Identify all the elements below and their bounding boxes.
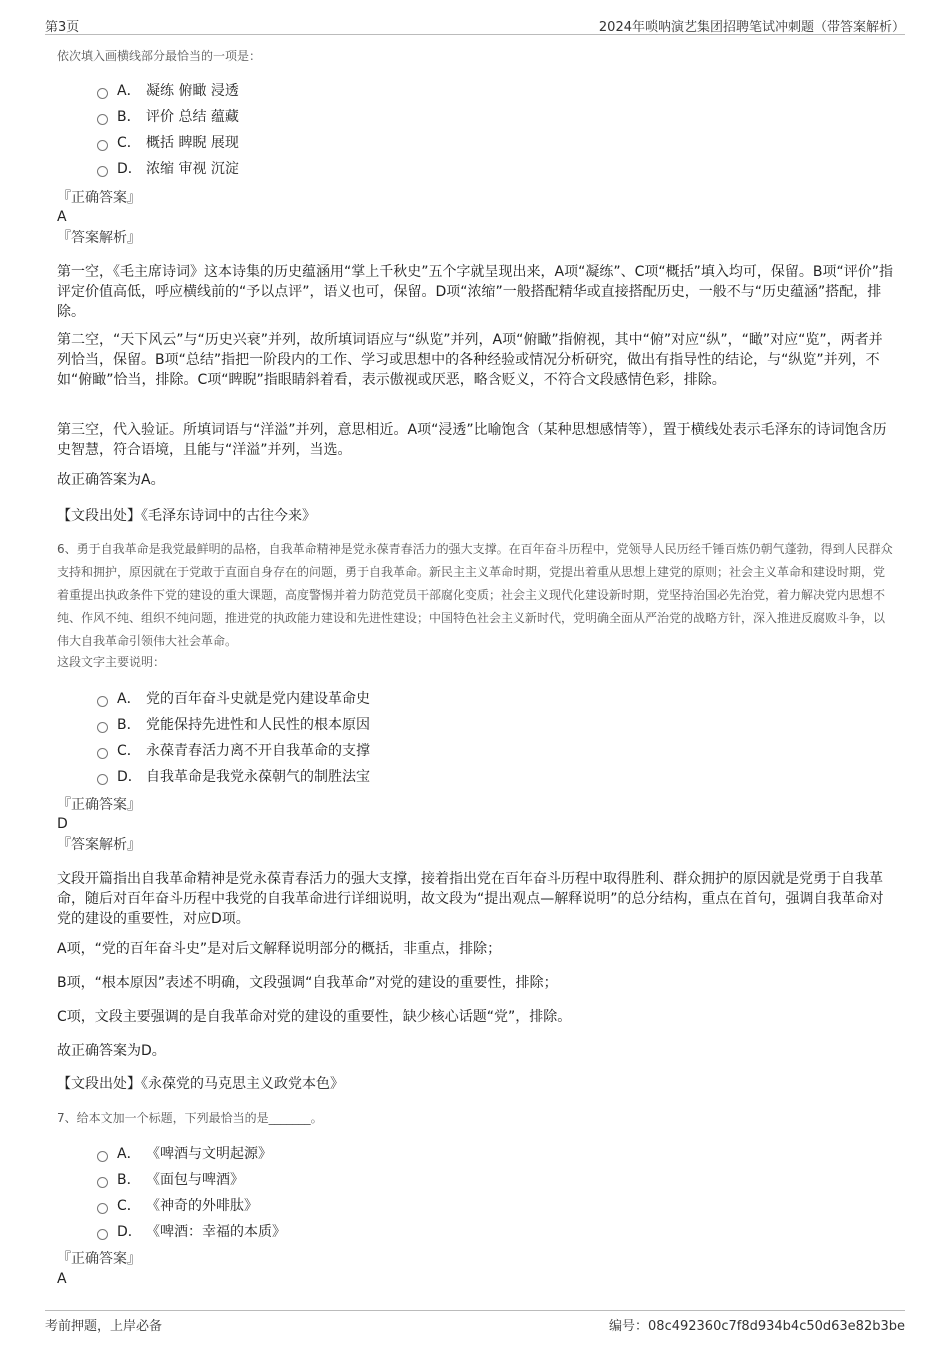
- q5-option-d[interactable]: D． 浓缩 审视 沉淀: [97, 158, 239, 180]
- q5-analysis-label: 『答案解析』: [57, 230, 141, 246]
- q6-option-c[interactable]: C． 永葆青春活力离不开自我革命的支撑: [97, 740, 370, 762]
- document-title: 2024年唢呐演艺集团招聘笔试冲刺题（带答案解析）: [598, 20, 905, 35]
- q5-analysis-p2: 第二空，“天下风云”与“历史兴衰”并列，故所填词语应与“纵览”并列，A项“俯瞰”指俯视，其中“俯”对应“纵”，“瞰”对应“览”，两者并列恰当，保留。B项“总结”指把一阶段内的工作、学习或思想中的各种经验或情况分析研究，做出有指导性的结论，与“纵览”并列，不如“俯瞰”恰当，排除。C项“睥睨”指眼睛斜着看，表示傲视或厌恶，略含贬义，不符合文段感情色彩，排除。: [57, 332, 883, 388]
- page-header: [45, 14, 905, 35]
- q7-answer: A: [57, 1271, 67, 1287]
- radio-icon[interactable]: [97, 774, 108, 785]
- q7-option-b[interactable]: B． 《面包与啤酒》: [97, 1169, 244, 1191]
- q5-answer-label: 『正确答案』: [57, 190, 141, 206]
- q5-option-c[interactable]: C． 概括 睥睨 展现: [97, 132, 239, 154]
- radio-icon[interactable]: [97, 1203, 108, 1214]
- radio-icon[interactable]: [97, 166, 108, 177]
- q5-analysis-p3: 第三空，代入验证。所填词语与“洋溢”并列，意思相近。A项“浸透”比喻饱含（某种思想感情等），置于横线处表示毛泽东的诗词饱含历史智慧，符合语境，且能与“洋溢”并列，当选。: [57, 422, 887, 458]
- radio-icon[interactable]: [97, 1151, 108, 1162]
- q5-option-a[interactable]: A． 凝练 俯瞰 浸透: [97, 80, 239, 102]
- q6-analysis-p2: A项，“党的百年奋斗史”是对后文解释说明部分的概括，非重点，排除；: [57, 941, 502, 957]
- q6-answer-label: 『正确答案』: [57, 797, 141, 813]
- q5-analysis-p1: 第一空，《毛主席诗词》这本诗集的历史蕴涵用“掌上千秋史”五个字就呈现出来，A项“凝练”、C项“概括”填入均可，保留。B项“评价”指评定价值高低，呼应横线前的“予以点评”，语义也可，保留。D项“浓缩”一般搭配精华或直接搭配历史，一般不与“历史蕴涵”搭配，排除。: [57, 264, 893, 320]
- q6-prompt: 这段文字主要说明：: [57, 655, 166, 669]
- q7-option-d[interactable]: D． 《啤酒：幸福的本质》: [97, 1221, 286, 1243]
- radio-icon[interactable]: [97, 722, 108, 733]
- page-number: 第3页: [45, 20, 80, 35]
- q5-source: 【文段出处】《毛泽东诗词中的古往今来》: [57, 508, 316, 524]
- document-id: 编号：08c492360c7f8d934b4c50d63e82b3be: [609, 1319, 905, 1334]
- q5-analysis-conclusion: 故正确答案为A。: [57, 472, 165, 488]
- q6-analysis-p4: C项，文段主要强调的是自我革命对党的建设的重要性，缺少核心话题“党”，排除。: [57, 1009, 572, 1025]
- radio-icon[interactable]: [97, 1177, 108, 1188]
- q6-source: 【文段出处】《永葆党的马克思主义政党本色》: [57, 1076, 344, 1092]
- q5-answer: A: [57, 209, 67, 225]
- q7-answer-label: 『正确答案』: [57, 1251, 141, 1267]
- q6-analysis-p3: B项，“根本原因”表述不明确，文段强调“自我革命”对党的建设的重要性，排除；: [57, 975, 558, 991]
- q6-option-d[interactable]: D． 自我革命是我党永葆朝气的制胜法宝: [97, 766, 370, 788]
- q7-prompt: 7、给本文加一个标题，下列最恰当的是_______。: [57, 1111, 323, 1125]
- q5-option-b[interactable]: B． 评价 总结 蕴藏: [97, 106, 239, 128]
- q6-option-b[interactable]: B． 党能保持先进性和人民性的根本原因: [97, 714, 370, 736]
- q6-option-a[interactable]: A． 党的百年奋斗史就是党内建设革命史: [97, 688, 370, 710]
- q6-passage: 6、勇于自我革命是我党最鲜明的品格，自我革命精神是党永葆青春活力的强大支撑。在百年奋斗历程中，党领导人民历经千锤百炼仍朝气蓬勃，得到人民群众支持和拥护，原因就在于党敢于直面自身存在的问题，勇于自我革命。新民主主义革命时期，党提出着重从思想上建党的原则；社会主义革命和建设时期，党着重提出执政条件下党的建设的重大课题，高度警惕并着力防范党员干部腐化变质；社会主义现代化建设新时期，党坚持治国必先治党，着力解决党内思想不纯、作风不纯、组织不纯问题，推进党的执政能力建设和先进性建设；中国特色社会主义新时代，党明确全面从严治党的战略方针，深入推进反腐败斗争，以伟大自我革命引领伟大社会革命。: [57, 542, 893, 648]
- radio-icon[interactable]: [97, 140, 108, 151]
- q7-option-c[interactable]: C． 《神奇的外啡肽》: [97, 1195, 258, 1217]
- q7-option-a[interactable]: A． 《啤酒与文明起源》: [97, 1143, 272, 1165]
- q6-analysis-p1: 文段开篇指出自我革命精神是党永葆青春活力的强大支撑，接着指出党在百年奋斗历程中取得胜利、群众拥护的原因就是党勇于自我革命，随后对百年奋斗历程中我党的自我革命进行详细说明，故文段为“提出观点—解释说明”的总分结构，重点在首句，强调自我革命对党的建设的重要性，对应D项。: [57, 871, 884, 927]
- q6-analysis-label: 『答案解析』: [57, 837, 141, 853]
- radio-icon[interactable]: [97, 696, 108, 707]
- q5-prompt: 依次填入画横线部分最恰当的一项是：: [57, 49, 262, 63]
- footer-slogan: 考前押题，上岸必备: [45, 1319, 163, 1334]
- q6-answer: D: [57, 816, 68, 832]
- q6-analysis-conclusion: 故正确答案为D。: [57, 1043, 166, 1059]
- radio-icon[interactable]: [97, 88, 108, 99]
- page-footer: [45, 1310, 905, 1335]
- radio-icon[interactable]: [97, 114, 108, 125]
- radio-icon[interactable]: [97, 748, 108, 759]
- radio-icon[interactable]: [97, 1229, 108, 1240]
